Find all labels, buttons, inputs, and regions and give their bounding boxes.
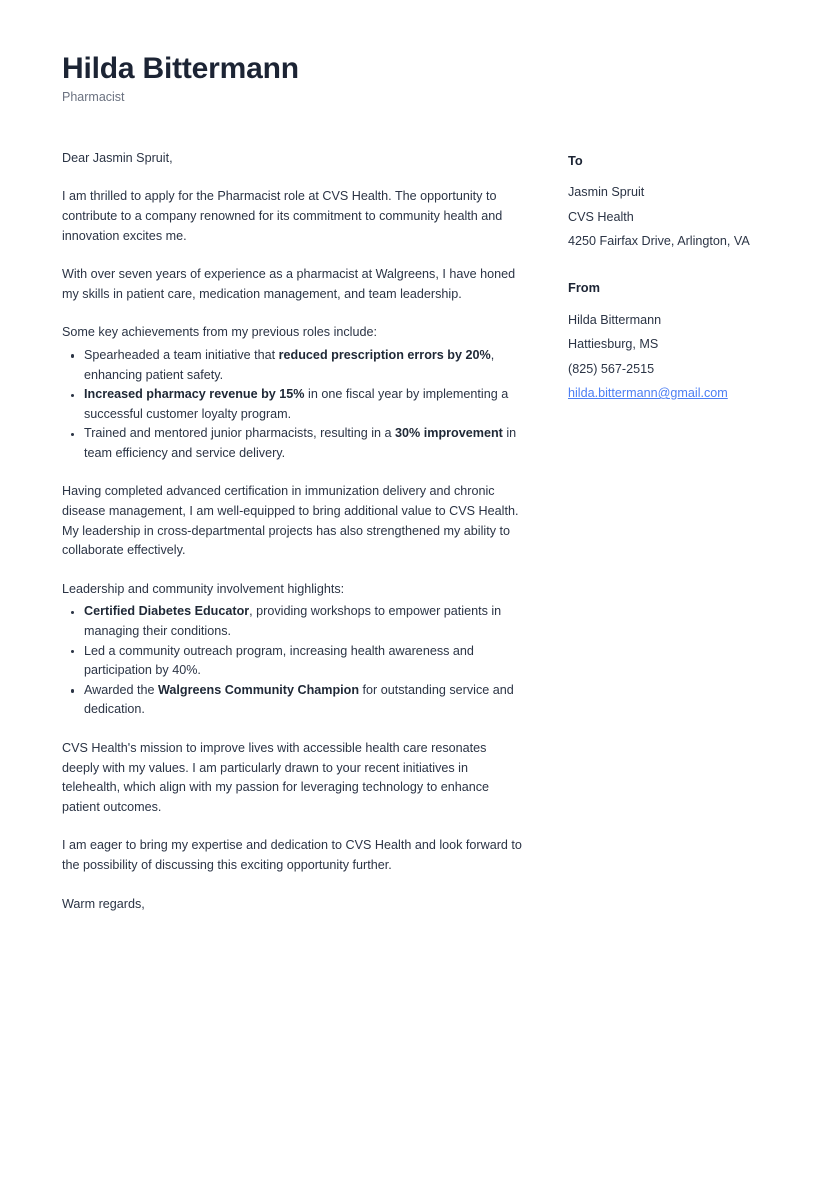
- letter-header: [62, 52, 771, 105]
- paragraph-experience: With over seven years of experience as a pharmacist at Walgreens, I have honed my skills in patient care, medication management, and team leadership.: [62, 267, 516, 301]
- sender-location: Hattiesburg, MS: [568, 337, 659, 351]
- list-item: [62, 602, 522, 641]
- bullet-text-post: in team efficiency and service delivery.: [84, 426, 517, 460]
- bullet-text-pre: Spearheaded a team initiative that: [84, 347, 279, 362]
- recipient-address: 4250 Fairfax Drive, Arlington, VA: [568, 234, 750, 249]
- sender-heading: From: [568, 279, 600, 295]
- list-item: [62, 346, 522, 385]
- bullet-text-post: for outstanding service and dedication.: [84, 682, 514, 717]
- recipient-company: CVS Health: [568, 209, 634, 224]
- recipient-block: [568, 153, 813, 254]
- paragraph-mission: CVS Health's mission to improve lives with accessible health care resonates deeply with my values. I am particularly drawn to your recent initiatives in telehealth, which align with my passion for leveraging technology to enhance patient outcomes.: [62, 741, 490, 814]
- bullet-text-bold: Certified Diabetes Educator: [84, 604, 250, 619]
- recipient-name: Jasmin Spruit: [568, 185, 645, 200]
- list-item: [62, 424, 522, 463]
- bullet-text-bold: 30% improvement: [395, 426, 503, 441]
- bullet-text-post: in one fiscal year by implementing a successful customer loyalty program.: [84, 387, 509, 421]
- paragraph-closing-statement: I am eager to bring my expertise and dedication to CVS Health and look forward to the possibility of discussing this exciting opportunity further.: [62, 838, 522, 872]
- bullet-text-bold: Walgreens Community Champion: [157, 682, 360, 697]
- sender-block: [568, 280, 813, 406]
- letter-body-columns: [62, 149, 771, 933]
- letter-content-column: [62, 149, 522, 933]
- applicant-name: Hilda Bittermann: [62, 52, 299, 85]
- achievements-list: [62, 346, 522, 464]
- highlights-intro: Leadership and community involvement highlights:: [62, 581, 345, 596]
- bullet-text-post: , providing workshops to empower patients in managing their conditions.: [84, 604, 502, 639]
- closing-signoff: Warm regards,: [62, 896, 145, 911]
- applicant-job-title: Pharmacist: [62, 89, 125, 104]
- salutation: Dear Jasmin Spruit,: [62, 150, 173, 165]
- achievements-intro: Some key achievements from my previous roles include:: [62, 325, 377, 340]
- bullet-text-post: , enhancing patient safety.: [84, 347, 495, 382]
- bullet-text-pre: Led a community outreach program, increasing health awareness and participation by 40%.: [84, 643, 474, 678]
- recipient-heading: To: [568, 152, 583, 168]
- bullet-text-bold: reduced prescription errors by 20%: [278, 347, 491, 362]
- highlights-list: [62, 602, 522, 720]
- sender-email-link[interactable]: hilda.bittermann@gmail.com: [568, 386, 728, 400]
- sender-name: Hilda Bittermann: [568, 312, 662, 327]
- paragraph-intro: I am thrilled to apply for the Pharmacist role at CVS Health. The opportunity to contribute to a company renowned for its commitment to community health and innovation excites me.: [62, 189, 503, 243]
- contact-details-column: [568, 149, 813, 406]
- bullet-text-pre: Trained and mentored junior pharmacists, resulting in a: [84, 426, 396, 441]
- list-item: [62, 385, 522, 424]
- bullet-text-bold: Increased pharmacy revenue by 15%: [84, 387, 305, 402]
- sender-phone: (825) 567-2515: [568, 361, 655, 376]
- paragraph-certification: Having completed advanced certification in immunization delivery and chronic disease management, I am well-equipped to bring additional value to CVS Health. My leadership in cross-departmental projects has also strengthened my ability to collaborate effectively.: [62, 484, 519, 558]
- bullet-text-pre: Awarded the: [84, 682, 158, 697]
- list-item: [62, 642, 522, 681]
- list-item: [62, 681, 522, 720]
